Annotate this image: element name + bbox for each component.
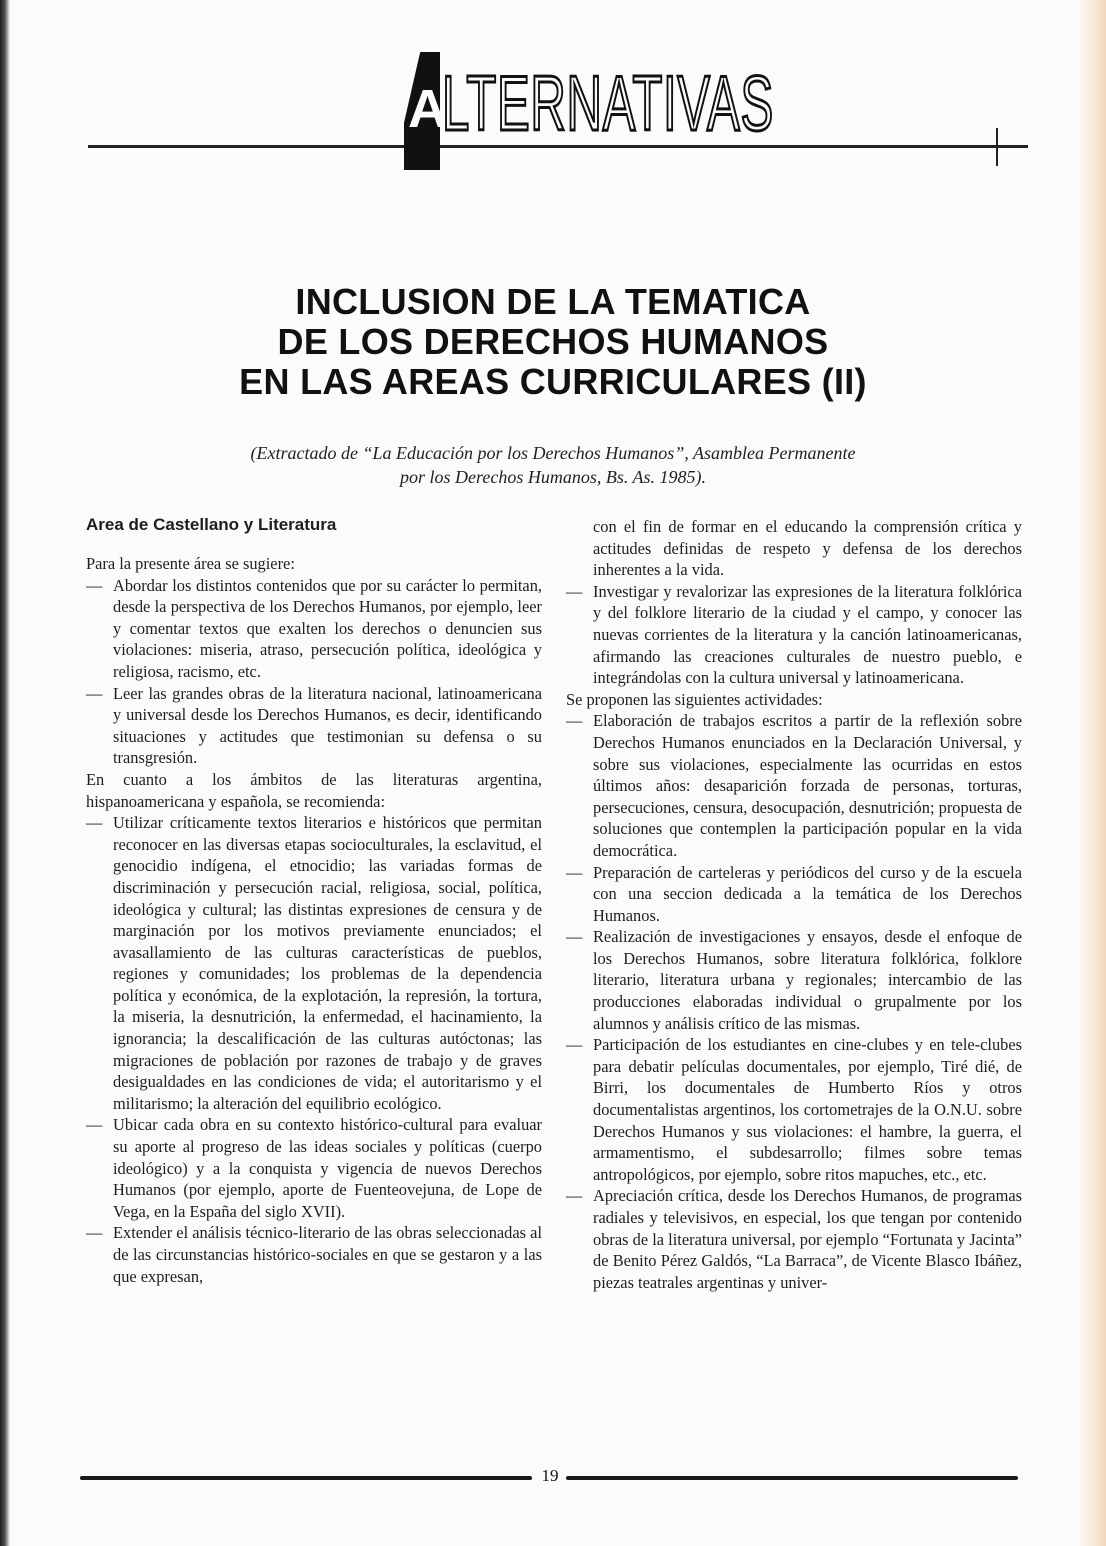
list-item <box>566 581 1022 689</box>
dash-marker: — <box>566 581 583 601</box>
list-item-text: Utilizar críticamente textos literarios e históricos que permitan reconocer en las diversas etapas socioculturales, la esclavitud, el genocidio indígena, el etnocidio; las variadas formas de discriminación y persecución racial, religiosa, social, política, ideológica y cultural; las distintas expresiones de censura y de marginación por los motivos previamente enunciados; el avasallamiento de las culturas características de pueblos, regiones y comunidades; los problemas de la dependencia política y económica, de la explotación, la represión, la tortura, la miseria, la desnutrición, la enfermedad, el hacinamiento, la ignorancia; la descalificación de las culturas autóctonas; las migraciones de población por razones de trabajo y de graves desigualdades en las condiciones de vida; el autoritarismo y el militarismo; la alteración del equilibrio ecológico. <box>113 813 542 1113</box>
title-line: INCLUSION DE LA TEMATICA <box>295 281 811 322</box>
list-item <box>86 812 542 1114</box>
list-item-text: Abordar los distintos contenidos que por su carácter lo permitan, desde la perspectiva de los Derechos Humanos, por ejemplo, leer y comentar textos que exalten los derechos o denuncien sus violaciones: miseria, atraso, persecución política, ideológica y religiosa, racismo, etc. <box>113 575 542 681</box>
paragraph: En cuanto a los ámbitos de las literaturas argentina, hispanoamericana y española, se recomienda: <box>86 769 542 811</box>
list-item <box>566 862 1022 927</box>
paragraph: con el fin de formar en el educando la comprensión crítica y actitudes definidas de respeto y defensa de los derechos inherentes a la vida. <box>593 517 1022 580</box>
list-item <box>566 1034 1022 1185</box>
list-item-text: Apreciación crítica, desde los Derechos Humanos, de programas radiales y televisivos, en especial, los que tengan por contenido obras de la literatura universal, por ejemplo “Fortunata y Jacinta” de Benito Pérez Galdós, “La Barraca”, de Vicente Blasco Ibáñez, piezas teatrales argentinas y univer- <box>593 1186 1022 1292</box>
dash-marker: — <box>86 575 103 595</box>
dash-marker: — <box>86 683 103 703</box>
title-line: EN LAS AREAS CURRICULARES (II) <box>239 361 867 402</box>
list-item <box>86 1222 542 1287</box>
logo-wordmark: LTERNATIVAS <box>442 59 774 147</box>
dash-marker: — <box>566 927 583 947</box>
source-line: (Extractado de “La Educación por los Derechos Humanos”, Asamblea Permanente <box>250 443 856 463</box>
list-item-text: Preparación de carteleras y periódicos del curso y de la escuela con una seccion dedicada a la temática de los Derechos Humanos. <box>593 862 1022 925</box>
list-item-text: Investigar y revalorizar las expresiones de la literatura folklórica y del folklore literario de la ciudad y el campo, y conocer las nuevas corrientes de la literatura y la canción latinoamericanas, afirmando las creaciones culturales de nuestro pueblo, e integrándolas con la cultura universal y latinoamericana. <box>593 581 1022 688</box>
title-line: DE LOS DERECHOS HUMANOS <box>277 321 829 362</box>
dash-marker: — <box>566 1186 583 1206</box>
list-item <box>566 1185 1022 1293</box>
list-item <box>566 926 1022 1034</box>
masthead <box>88 30 1028 170</box>
dash-marker: — <box>86 1115 103 1135</box>
alternativas-logo <box>404 52 814 172</box>
list-item-text: Realización de investigaciones y ensayos, desde el enfoque de los Derechos Humanos, sobre literatura folklórica, folklore literario, literatura urbana y regionales; intercambio de las producciones elaboradas individual o grupalmente por los alumnos y análisis crítico de las mismas. <box>593 927 1022 1033</box>
left-column <box>86 514 542 1287</box>
paragraph: Se proponen las siguientes actividades: <box>566 689 823 709</box>
page-number: 19 <box>541 1466 559 1485</box>
source-line: por los Derechos Humanos, Bs. As. 1985). <box>400 467 706 487</box>
section-heading: Area de Castellano y Literatura <box>86 515 337 534</box>
list-item-text: Leer las grandes obras de la literatura nacional, latinoamericana y universal desde los Derechos Humanos, es decir, identificando situaciones y actitudes que testimonian su defensa o su transgresión. <box>113 683 542 768</box>
dash-marker: — <box>566 711 583 731</box>
article-title <box>110 282 996 402</box>
list-item-text: Ubicar cada obra en su contexto histórico-cultural para evaluar su aporte al progreso de las ideas sociales y políticas (cuerpo ideológico) y a la conquista y vigencia de nuevos Derechos Humanos (por ejemplo, aporte de Fuenteovejuna, de Lope de Vega, en la España del siglo XVII). <box>113 1115 542 1221</box>
page-edge <box>1078 0 1106 1546</box>
list-item <box>86 575 542 683</box>
right-column <box>566 516 1022 1293</box>
binding-edge <box>0 0 10 1546</box>
list-item-text: Participación de los estudiantes en cine-clubes y en tele-clubes para debatir películas documentales, por ejemplo, Tiré dié, de Birri, los documentales de Humberto Ríos y otros documentalistas argentinos, los cortometrajes de la O.N.U. sobre Derechos Humanos y sus violaciones: el hambre, la guerra, el armamentismo, el subdesarrollo; filmes sobre temas antropológicos, por ejemplo, sobre ritos mapuches, etc., etc. <box>593 1035 1022 1184</box>
logo-initial: A <box>408 79 447 139</box>
article-source <box>110 441 996 489</box>
list-item <box>86 683 542 769</box>
footer-rule <box>566 1476 1018 1480</box>
dash-marker: — <box>86 813 103 833</box>
masthead-tick <box>996 128 998 166</box>
paragraph: Para la presente área se sugiere: <box>86 554 295 573</box>
list-item <box>86 1114 542 1222</box>
dash-marker: — <box>86 1223 103 1243</box>
list-item-text: Extender el análisis técnico-literario de las obras seleccionadas al de las circunstancias histórico-sociales en que se gestaron y a las que expresan, <box>113 1223 542 1286</box>
list-item <box>566 710 1022 861</box>
dash-marker: — <box>566 1035 583 1055</box>
list-item-text: Elaboración de trabajos escritos a partir de la reflexión sobre Derechos Humanos enunciados en la Declaración Universal, y sobre sus violaciones, especialmente las ocurridas en estos últimos años: desaparición forzada de personas, torturas, persecuciones, censura, desocupación, desnutrición; propuesta de soluciones que contemplen la participación popular en la vida democrática. <box>593 711 1022 860</box>
footer-rule <box>80 1476 532 1480</box>
dash-marker: — <box>566 862 583 882</box>
